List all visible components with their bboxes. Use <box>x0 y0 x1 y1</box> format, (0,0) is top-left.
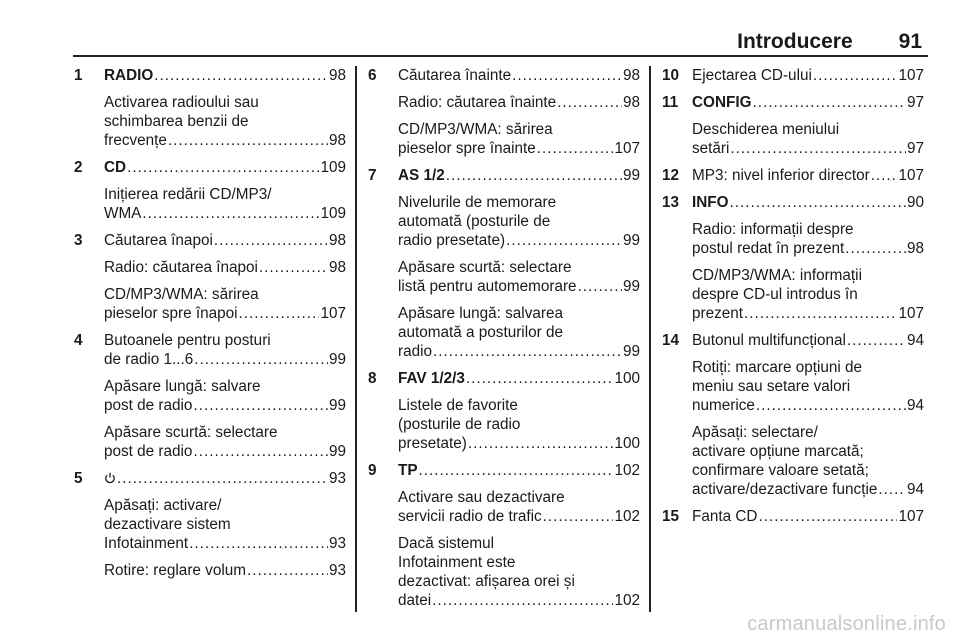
index-subentry <box>662 220 924 258</box>
subentry-text: Nivelurile de memorare <box>398 194 557 211</box>
subentry-text: CD/MP3/WMA: sărirea <box>398 121 553 138</box>
subentry-text: Activarea radioului sau <box>104 94 259 111</box>
entry-label: de radio 1...6 <box>104 351 194 368</box>
subentry-text: setări <box>692 140 730 157</box>
index-entry-5 <box>74 469 346 488</box>
entry-label: MP3: nivel inferior director <box>692 167 870 184</box>
entry-number: 15 <box>662 508 680 525</box>
index-subentry <box>368 120 640 158</box>
index-column-3 <box>662 66 924 534</box>
page-ref: 98 <box>328 232 346 249</box>
subentry-text: Apăsare scurtă: selectare <box>398 259 572 276</box>
entry-label: RADIO <box>104 67 154 84</box>
entry-number: 9 <box>368 462 377 479</box>
entry-label: CONFIG <box>692 94 752 111</box>
entry-number: 3 <box>74 232 83 249</box>
index-subentry <box>368 193 640 250</box>
column-divider <box>355 66 357 612</box>
subentry-text: Rotiți: marcare opțiuni de <box>692 359 863 376</box>
subentry-text: radio presetate) <box>398 232 506 249</box>
subentry-text: post de radio <box>104 397 193 414</box>
page-ref: 99 <box>622 167 640 184</box>
page-ref: 102 <box>614 508 640 525</box>
subentry-text: Apăsați: selectare/ <box>692 424 818 441</box>
page-ref: 97 <box>906 94 924 111</box>
entry-label: Butonul multifuncțional <box>692 332 846 349</box>
subentry-text: WMA <box>104 205 142 222</box>
page-ref: 107 <box>898 508 924 525</box>
entry-number: 7 <box>368 167 377 184</box>
index-subentry <box>368 396 640 453</box>
index-entry-13 <box>662 193 924 212</box>
subentry-text: Radio: căutarea înapoi <box>104 259 258 276</box>
entry-number: 4 <box>74 332 83 349</box>
subentry-text: Infotainment <box>104 535 189 552</box>
index-entry-15 <box>662 507 924 526</box>
index-subentry <box>74 258 346 277</box>
index-entry-14 <box>662 331 924 350</box>
index-subentry <box>74 93 346 150</box>
index-entry-7 <box>368 166 640 185</box>
subentry-text: schimbarea benzii de <box>104 113 249 130</box>
index-column-1 <box>74 66 346 588</box>
subentry-text: Activare sau dezactivare <box>398 489 565 506</box>
page-header <box>737 30 922 56</box>
index-subentry <box>368 304 640 361</box>
page-ref: 93 <box>328 470 346 487</box>
entry-label: Fanta CD <box>692 508 758 525</box>
subentry-text: meniu sau setare valori <box>692 378 851 395</box>
subentry-text: Inițierea redării CD/MP3/ <box>104 186 272 203</box>
index-entry-10 <box>662 66 924 85</box>
entry-number: 12 <box>662 167 680 184</box>
index-subentry <box>74 496 346 553</box>
subentry-text: numerice <box>692 397 755 414</box>
page-ref: 94 <box>906 397 924 414</box>
subentry-text: datei <box>398 592 432 609</box>
subentry-text: activare opțiune marcată; <box>692 443 864 460</box>
page-ref: 99 <box>622 278 640 295</box>
index-subentry <box>368 258 640 296</box>
page-ref: 99 <box>328 351 346 368</box>
power-icon <box>104 472 116 484</box>
page-ref: 98 <box>906 240 924 257</box>
index-entry-1 <box>74 66 346 85</box>
index-subentry <box>662 358 924 415</box>
index-entry-4 <box>74 331 346 369</box>
entry-label: AS 1/2 <box>398 167 445 184</box>
index-entry-8 <box>368 369 640 388</box>
subentry-text: CD/MP3/WMA: sărirea <box>104 286 259 303</box>
page-ref: 99 <box>328 443 346 460</box>
subentry-text: (posturile de radio <box>398 416 521 433</box>
index-subentry <box>368 534 640 610</box>
index-subentry <box>662 423 924 499</box>
entry-label: Căutarea înapoi <box>104 232 213 249</box>
subentry-text: post de radio <box>104 443 193 460</box>
page-ref: 109 <box>320 159 346 176</box>
subentry-text: prezent <box>692 305 744 322</box>
index-subentry <box>74 423 346 461</box>
entry-label: Căutarea înainte <box>398 67 512 84</box>
page-ref: 90 <box>906 194 924 211</box>
subentry-text: automată (posturile de <box>398 213 551 230</box>
page-ref: 107 <box>614 140 640 157</box>
page-number: 91 <box>898 30 922 53</box>
subentry-text: pieselor spre înainte <box>398 140 536 157</box>
page-ref: 102 <box>614 592 640 609</box>
subentry-text: radio <box>398 343 433 360</box>
subentry-text: Apăsare lungă: salvarea <box>398 305 563 322</box>
entry-number: 10 <box>662 67 680 84</box>
index-subentry <box>368 93 640 112</box>
subentry-text: listă pentru automemorare <box>398 278 577 295</box>
subentry-text: servicii radio de trafic <box>398 508 542 525</box>
subentry-text: Dacă sistemul <box>398 535 495 552</box>
subentry-text: automată a posturilor de <box>398 324 563 341</box>
page-ref: 98 <box>622 94 640 111</box>
index-entry-3 <box>74 231 346 250</box>
index-subentry <box>662 266 924 323</box>
page-ref: 107 <box>898 305 924 322</box>
page-ref: 98 <box>328 67 346 84</box>
page-ref: 98 <box>328 259 346 276</box>
subentry-text: Radio: căutarea înainte <box>398 94 557 111</box>
page-ref: 99 <box>622 232 640 249</box>
subentry-text: presetate) <box>398 435 467 452</box>
page-ref: 99 <box>328 397 346 414</box>
entry-label: INFO <box>692 194 729 211</box>
entry-label: Butoanele pentru posturi <box>104 332 271 349</box>
subentry-text: Deschiderea meniului <box>692 121 840 138</box>
index-subentry <box>74 285 346 323</box>
subentry-text: Apăsare scurtă: selectare <box>104 424 278 441</box>
entry-label: FAV 1/2/3 <box>398 370 465 387</box>
page-ref: 102 <box>614 462 640 479</box>
entry-number: 5 <box>74 470 83 487</box>
entry-label: CD <box>104 159 127 176</box>
page-ref: 98 <box>622 67 640 84</box>
index-entry-2 <box>74 158 346 177</box>
subentry-text: dezactivare sistem <box>104 516 231 533</box>
index-subentry <box>74 561 346 580</box>
index-entry-6 <box>368 66 640 85</box>
entry-number: 6 <box>368 67 377 84</box>
entry-number: 11 <box>662 94 679 111</box>
page-ref: 107 <box>898 67 924 84</box>
page-ref: 100 <box>614 435 640 452</box>
subentry-text: confirmare valoare setată; <box>692 462 869 479</box>
subentry-text: CD/MP3/WMA: informații <box>692 267 862 284</box>
index-subentry <box>368 488 640 526</box>
index-entry-11 <box>662 93 924 112</box>
subentry-text: Apăsați: activare/ <box>104 497 222 514</box>
entry-number: 8 <box>368 370 377 387</box>
subentry-text: dezactivat: afișarea orei și <box>398 573 575 590</box>
entry-number: 2 <box>74 159 83 176</box>
entry-number: 13 <box>662 194 680 211</box>
subentry-text: Radio: informații despre <box>692 221 854 238</box>
page-ref: 93 <box>328 535 346 552</box>
header-rule <box>73 55 928 57</box>
subentry-text: frecvențe <box>104 132 167 149</box>
page-ref: 100 <box>614 370 640 387</box>
subentry-text: pieselor spre înapoi <box>104 305 238 322</box>
index-subentry <box>74 185 346 223</box>
subentry-text: Rotire: reglare volum <box>104 562 246 579</box>
index-subentry <box>662 120 924 158</box>
subentry-text: Listele de favorite <box>398 397 518 414</box>
entry-label: Ejectarea CD-ului <box>692 67 812 84</box>
subentry-text: Apăsare lungă: salvare <box>104 378 261 395</box>
page-ref: 97 <box>906 140 924 157</box>
page-ref: 94 <box>906 481 924 498</box>
page-ref: 94 <box>906 332 924 349</box>
entry-number: 1 <box>74 67 83 84</box>
page-ref: 109 <box>320 205 346 222</box>
index-subentry <box>74 377 346 415</box>
page-ref: 99 <box>622 343 640 360</box>
page-ref: 107 <box>898 167 924 184</box>
index-entry-12 <box>662 166 924 185</box>
page-ref: 98 <box>328 132 346 149</box>
entry-number: 14 <box>662 332 680 349</box>
section-title: Introducere <box>737 30 853 53</box>
column-divider <box>649 66 651 612</box>
entry-label: TP <box>398 462 418 479</box>
subentry-text: activare/dezactivare funcție <box>692 481 878 498</box>
page-ref: 107 <box>320 305 346 322</box>
subentry-text: Infotainment este <box>398 554 516 571</box>
subentry-text: despre CD-ul introdus în <box>692 286 858 303</box>
watermark: carmanualsonline.info <box>747 613 946 635</box>
index-column-2 <box>368 66 640 618</box>
subentry-text: postul redat în prezent <box>692 240 845 257</box>
page-ref: 93 <box>328 562 346 579</box>
index-entry-9 <box>368 461 640 480</box>
